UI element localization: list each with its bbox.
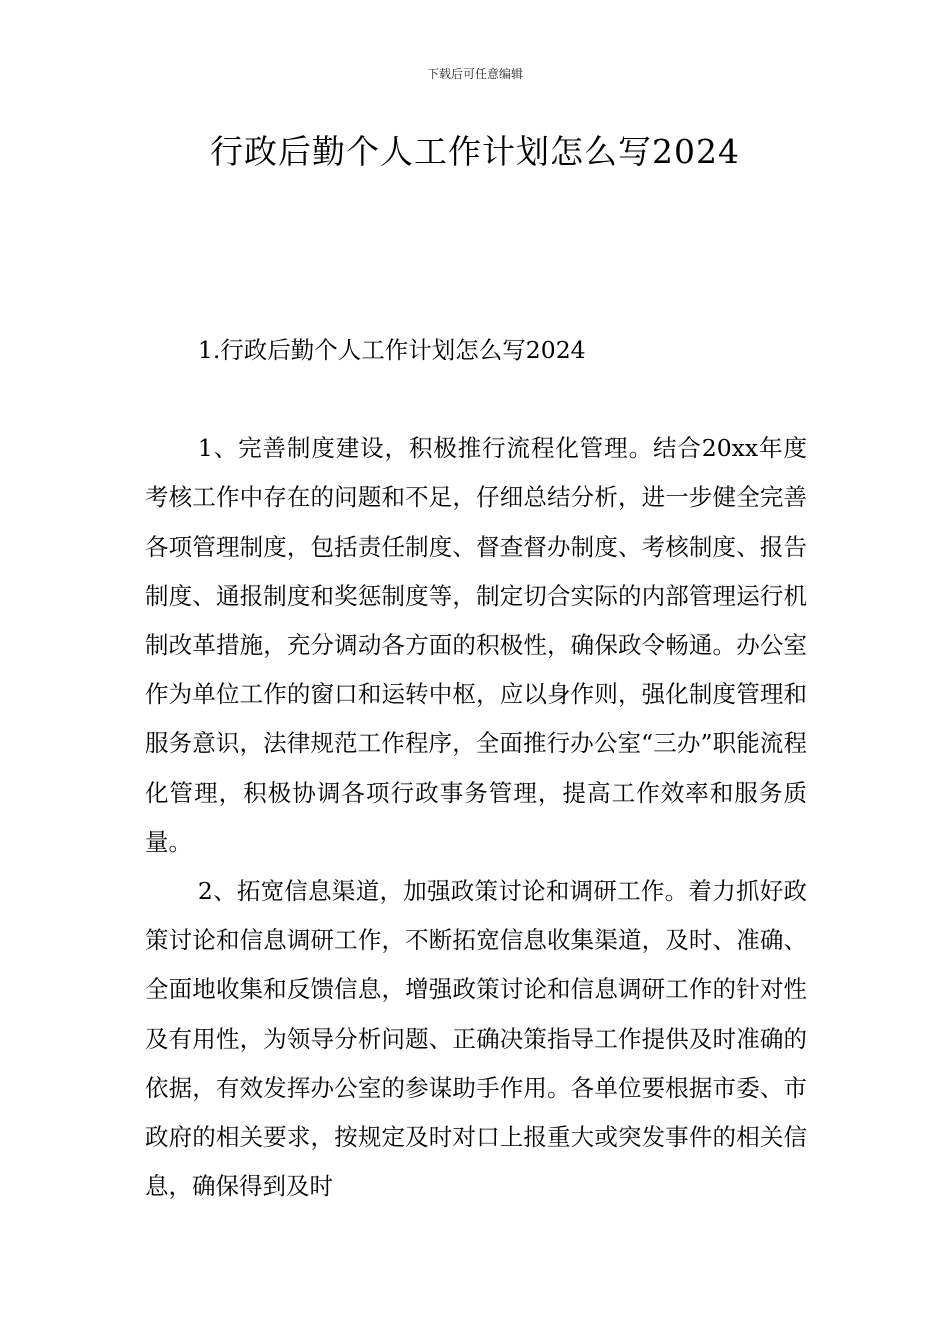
paragraph-1: 1、完善制度建设，积极推行流程化管理。结合20xx年度考核工作中存在的问题和不足，仔细总结分析，进一步健全完善各项管理制度，包括责任制度、督查督办制度、考核制度、报告制度、通报制度和奖惩制度等，制定切合实际的内部管理运行机制改革措施，充分调动各方面的积极性，确保政令畅通。办公室作为单位工作的窗口和运转中枢，应以身作则，强化制度管理和服务意识，法律规范工作程序，全面推行办公室“三办”职能流程化管理，积极协调各项行政事务管理，提高工作效率和服务质量。 [145, 434, 807, 856]
section-heading: 1.行政后勤个人工作计划怎么写2024 [197, 336, 586, 364]
header-note: 下载后可任意编辑 [426, 67, 523, 81]
document-body [145, 326, 807, 1211]
document-title: 行政后勤个人工作计划怎么写2024 [210, 132, 740, 171]
paragraph-2: 2、拓宽信息渠道，加强政策讨论和调研工作。着力抓好政策讨论和信息调研工作，不断拓宽信息收集渠道，及时、准确、全面地收集和反馈信息，增强政策讨论和信息调研工作的针对性及有用性，为领导分析问题、正确决策指导工作提供及时准确的依据，有效发挥办公室的参谋助手作用。各单位要根据市委、市政府的相关要求，按规定及时对口上报重大或突发事件的相关信息，确保得到及时 [145, 877, 807, 1201]
